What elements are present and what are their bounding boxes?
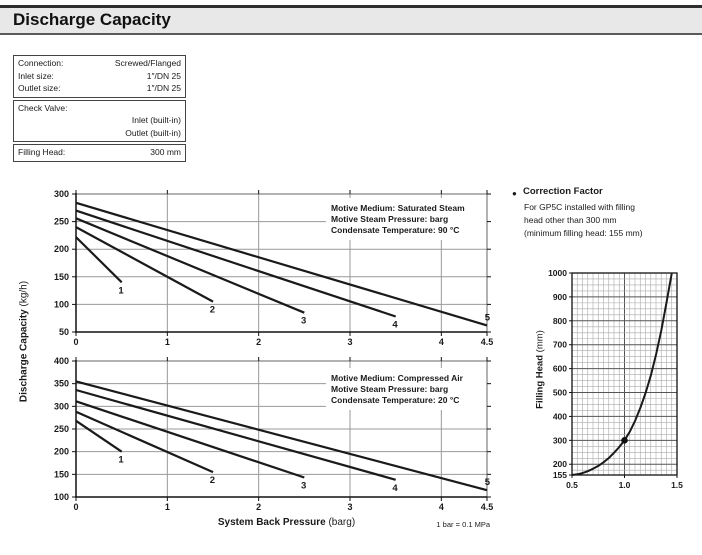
bullet-icon: ● — [512, 189, 517, 198]
y-tick-label: 500 — [552, 387, 567, 398]
spec-row-check-valve-outlet — [18, 127, 181, 140]
y-axis-unit: (kg/h) — [18, 280, 30, 310]
x-tick-label: 1.0 — [618, 480, 631, 490]
annotation-line: Motive Steam Pressure: barg — [331, 214, 449, 224]
spec-row-connection — [18, 57, 181, 70]
x-tick-label: 4.5 — [480, 337, 494, 347]
y-tick-label: 600 — [552, 363, 567, 374]
spec-label: Outlet size: — [18, 83, 61, 93]
page-title: Discharge Capacity — [13, 10, 171, 29]
series-label-5: 5 — [484, 477, 490, 489]
spec-row-check-valve — [18, 102, 181, 115]
series-label-3: 3 — [301, 315, 307, 327]
spec-value: 300 mm — [150, 147, 181, 157]
spec-row-check-valve-inlet — [18, 114, 181, 127]
filling-head-unit: (mm) — [534, 330, 546, 355]
annotation-line: Motive Medium: Saturated Steam — [331, 203, 465, 213]
spec-value: Inlet (built-in) — [131, 115, 181, 125]
x-tick-label: 0.5 — [566, 480, 578, 490]
spec-value: 1″/DN 25 — [146, 70, 181, 81]
spec-row-filling-head — [18, 146, 181, 159]
x-tick-label: 1 — [164, 337, 170, 347]
y-tick-label: 350 — [53, 378, 69, 389]
y-tick-label: 200 — [53, 244, 69, 255]
correction-line-2: head other than 300 mm — [524, 215, 617, 225]
spec-value: Outlet (built-in) — [125, 127, 181, 138]
annotation-line: Motive Steam Pressure: barg — [331, 384, 449, 394]
spec-box-connection — [13, 55, 186, 98]
annotation-line: Condensate Temperature: 20 °C — [331, 395, 460, 405]
y-tick-label: 150 — [53, 271, 69, 282]
y-tick-label: 800 — [552, 315, 567, 326]
x-axis-title-system-back-pressure — [120, 517, 453, 528]
y-axis-title-filling-head — [535, 290, 546, 450]
y-tick-label: 155 — [552, 470, 567, 480]
x-tick-label: 1.5 — [671, 480, 683, 490]
x-axis-title-text: System Back Pressure — [217, 517, 326, 528]
y-tick-label: 100 — [53, 492, 69, 502]
annotation-line: Motive Medium: Compressed Air — [331, 373, 463, 383]
x-tick-label: 4.5 — [480, 502, 494, 512]
correction-curve — [572, 273, 672, 475]
x-tick-label: 1 — [164, 502, 170, 512]
series-label-1: 1 — [118, 454, 124, 466]
series-line-2 — [76, 412, 213, 472]
y-tick-label: 100 — [53, 299, 69, 310]
x-tick-label: 0 — [73, 337, 79, 347]
series-label-1: 1 — [118, 285, 124, 297]
spec-label: Inlet size: — [18, 70, 54, 81]
y-tick-label: 200 — [53, 446, 69, 457]
x-tick-label: 4 — [438, 502, 444, 512]
correction-line-3: (minimum filling head: 155 mm) — [524, 228, 643, 238]
x-tick-label: 0 — [73, 502, 79, 512]
y-tick-label: 300 — [53, 401, 69, 412]
series-line-1 — [76, 421, 122, 452]
spec-label: Check Valve: — [18, 102, 68, 113]
spec-label: Connection: — [18, 58, 64, 68]
reference-point-marker — [621, 437, 628, 444]
y-tick-label: 1000 — [548, 268, 567, 278]
series-label-5: 5 — [484, 312, 490, 324]
filling-head-title-text: Filling Head — [534, 354, 546, 409]
y-tick-label: 50 — [58, 327, 69, 337]
y-tick-label: 400 — [552, 411, 567, 422]
chart-correction-factor — [535, 262, 700, 496]
y-axis-title-text: Discharge Capacity — [18, 309, 30, 403]
y-tick-label: 400 — [53, 356, 69, 366]
spec-value: 1″/DN 25 — [146, 83, 181, 93]
spec-value: Screwed/Flanged — [114, 58, 181, 68]
spec-row-outlet-size — [18, 82, 181, 95]
annotation-line: Condensate Temperature: 90 °C — [331, 225, 460, 235]
y-tick-label: 250 — [53, 424, 69, 434]
x-tick-label: 2 — [256, 502, 262, 512]
y-tick-label: 900 — [552, 291, 567, 302]
correction-factor-heading: Correction Factor — [523, 186, 603, 197]
y-tick-label: 700 — [552, 339, 567, 350]
x-axis-unit: (barg) — [325, 517, 356, 528]
unit-conversion-note: 1 bar = 0.1 MPa — [436, 520, 490, 529]
series-label-2: 2 — [209, 304, 215, 316]
correction-factor-description — [524, 201, 643, 240]
y-tick-label: 150 — [53, 469, 69, 480]
correction-line-1: For GP5C installed with filling — [524, 202, 636, 212]
spec-table — [13, 55, 186, 164]
chart-saturated-steam — [40, 183, 500, 351]
chart-compressed-air — [40, 353, 500, 515]
x-tick-label: 3 — [347, 502, 353, 512]
spec-row-inlet-size — [18, 70, 181, 83]
section-title-band — [0, 5, 702, 35]
series-label-4: 4 — [392, 319, 398, 331]
y-tick-label: 300 — [53, 189, 69, 199]
y-tick-label: 200 — [552, 459, 567, 470]
y-tick-label: 250 — [53, 216, 69, 227]
spec-label: Filling Head: — [18, 147, 66, 157]
x-tick-label: 3 — [347, 337, 353, 347]
y-tick-label: 300 — [552, 435, 567, 446]
x-tick-label: 2 — [256, 337, 262, 347]
spec-box-filling-head — [13, 144, 186, 162]
y-axis-title-discharge-capacity — [19, 182, 30, 502]
series-line-3 — [76, 218, 304, 312]
spec-box-check-valve — [13, 100, 186, 143]
series-label-4: 4 — [392, 482, 398, 494]
x-tick-label: 4 — [438, 337, 444, 347]
title-background — [0, 8, 702, 35]
series-label-2: 2 — [209, 475, 215, 487]
series-label-3: 3 — [301, 480, 307, 492]
series-line-1 — [76, 237, 122, 282]
